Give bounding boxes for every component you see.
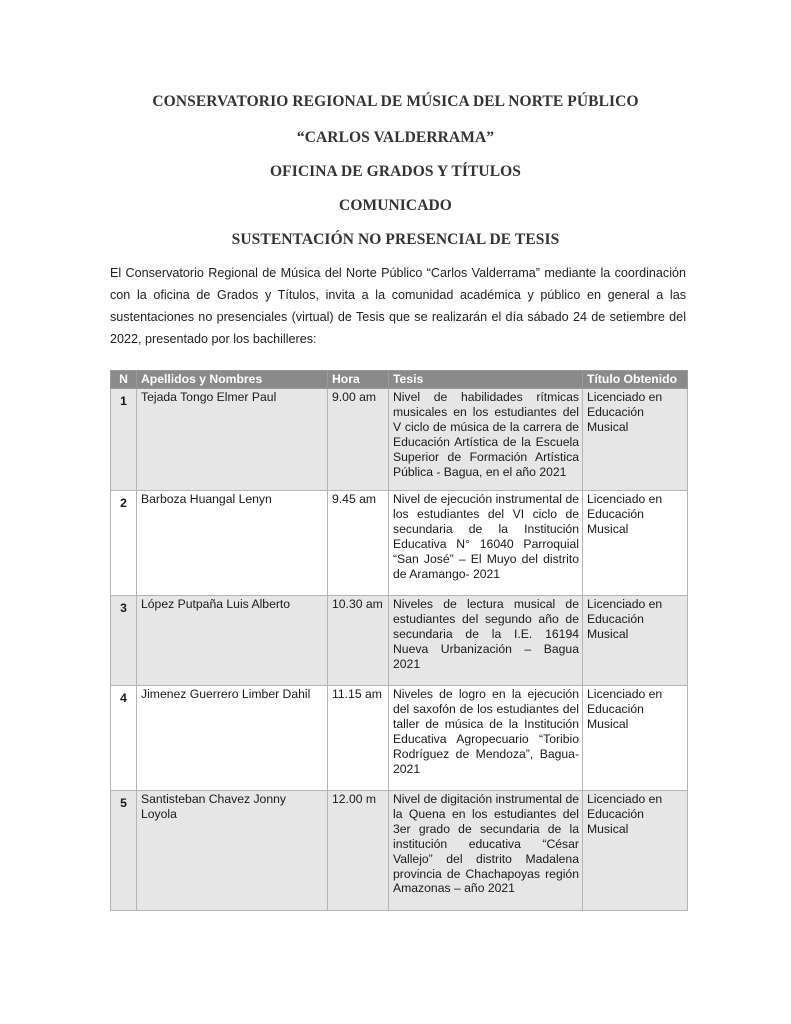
row-number: 2 — [111, 491, 137, 596]
document-type: COMUNICADO — [339, 197, 452, 214]
table-header-row — [111, 371, 688, 389]
institution-name: “CARLOS VALDERRAMA” — [296, 129, 495, 146]
intro-paragraph: El Conservatorio Regional de Música del Norte Público “Carlos Valderrama” mediante la coordinación con la oficina de Grados y Títulos, invita a la comunidad académica y público en general a las sustentaciones no presenciales (virtual) de Tesis que se realizarán el día sábado 24 de setiembre del 2022, presentado por los bachilleres: — [110, 266, 686, 346]
row-number: 1 — [111, 389, 137, 491]
column-header-titulo: Título Obtenido — [583, 371, 688, 389]
row-number: 5 — [111, 791, 137, 911]
document-subject: SUSTENTACIÓN NO PRESENCIAL DE TESIS — [231, 231, 560, 248]
table-row — [111, 491, 688, 596]
presentation-time: 9.00 am — [328, 389, 389, 491]
table-row — [111, 596, 688, 686]
column-header-n: N — [111, 371, 137, 389]
institution-title: CONSERVATORIO REGIONAL DE MÚSICA DEL NORTE PÚBLICO — [152, 93, 639, 110]
student-name: Jimenez Guerrero Limber Dahil — [137, 686, 328, 791]
row-number: 3 — [111, 596, 137, 686]
student-name: Barboza Huangal Lenyn — [137, 491, 328, 596]
column-header-tesis: Tesis — [389, 371, 583, 389]
student-name: Tejada Tongo Elmer Paul — [137, 389, 328, 491]
thesis-title: Niveles de logro en la ejecución del saxofón de los estudiantes del taller de música de la Institución Educativa Agropecuario “Toribio Rodríguez de Mendoza”, Bagua-2021 — [389, 686, 583, 791]
degree-obtained: Licenciado en Educación Musical — [583, 686, 688, 791]
degree-obtained: Licenciado en Educación Musical — [583, 791, 688, 911]
office-title: OFICINA DE GRADOS Y TÍTULOS — [269, 163, 522, 180]
presentation-time: 12.00 m — [328, 791, 389, 911]
degree-obtained: Licenciado en Educación Musical — [583, 491, 688, 596]
presentation-time: 10.30 am — [328, 596, 389, 686]
thesis-table — [110, 370, 688, 911]
thesis-title: Nivel de habilidades rítmicas musicales en los estudiantes del V ciclo de música de la carrera de Educación Artística de la Escuela Superior de Formación Artística Pública - Bagua, en el año 2021 — [389, 389, 583, 491]
thesis-title: Nivel de ejecución instrumental de los estudiantes del VI ciclo de secundaria de la Institución Educativa N° 16040 Parroquial “San José” – El Muyo del distrito de Aramango- 2021 — [389, 491, 583, 596]
row-number: 4 — [111, 686, 137, 791]
table-row — [111, 389, 688, 491]
table-row — [111, 791, 688, 911]
student-name: López Putpaña Luis Alberto — [137, 596, 328, 686]
presentation-time: 9.45 am — [328, 491, 389, 596]
table-row — [111, 686, 688, 791]
presentation-time: 11.15 am — [328, 686, 389, 791]
thesis-title: Niveles de lectura musical de estudiantes del segundo año de secundaria de la I.E. 16194 Nueva Urbanización – Bagua 2021 — [389, 596, 583, 686]
degree-obtained: Licenciado en Educación Musical — [583, 596, 688, 686]
thesis-title: Nivel de digitación instrumental de la Quena en los estudiantes del 3er grado de secundaria de la institución educativa “César Vallejo” del distrito Madalena provincia de Chachapoyas región Amazonas – año 2021 — [389, 791, 583, 911]
column-header-hora: Hora — [328, 371, 389, 389]
degree-obtained: Licenciado en Educación Musical — [583, 389, 688, 491]
student-name: Santisteban Chavez Jonny Loyola — [137, 791, 328, 911]
column-header-name: Apellidos y Nombres — [137, 371, 328, 389]
